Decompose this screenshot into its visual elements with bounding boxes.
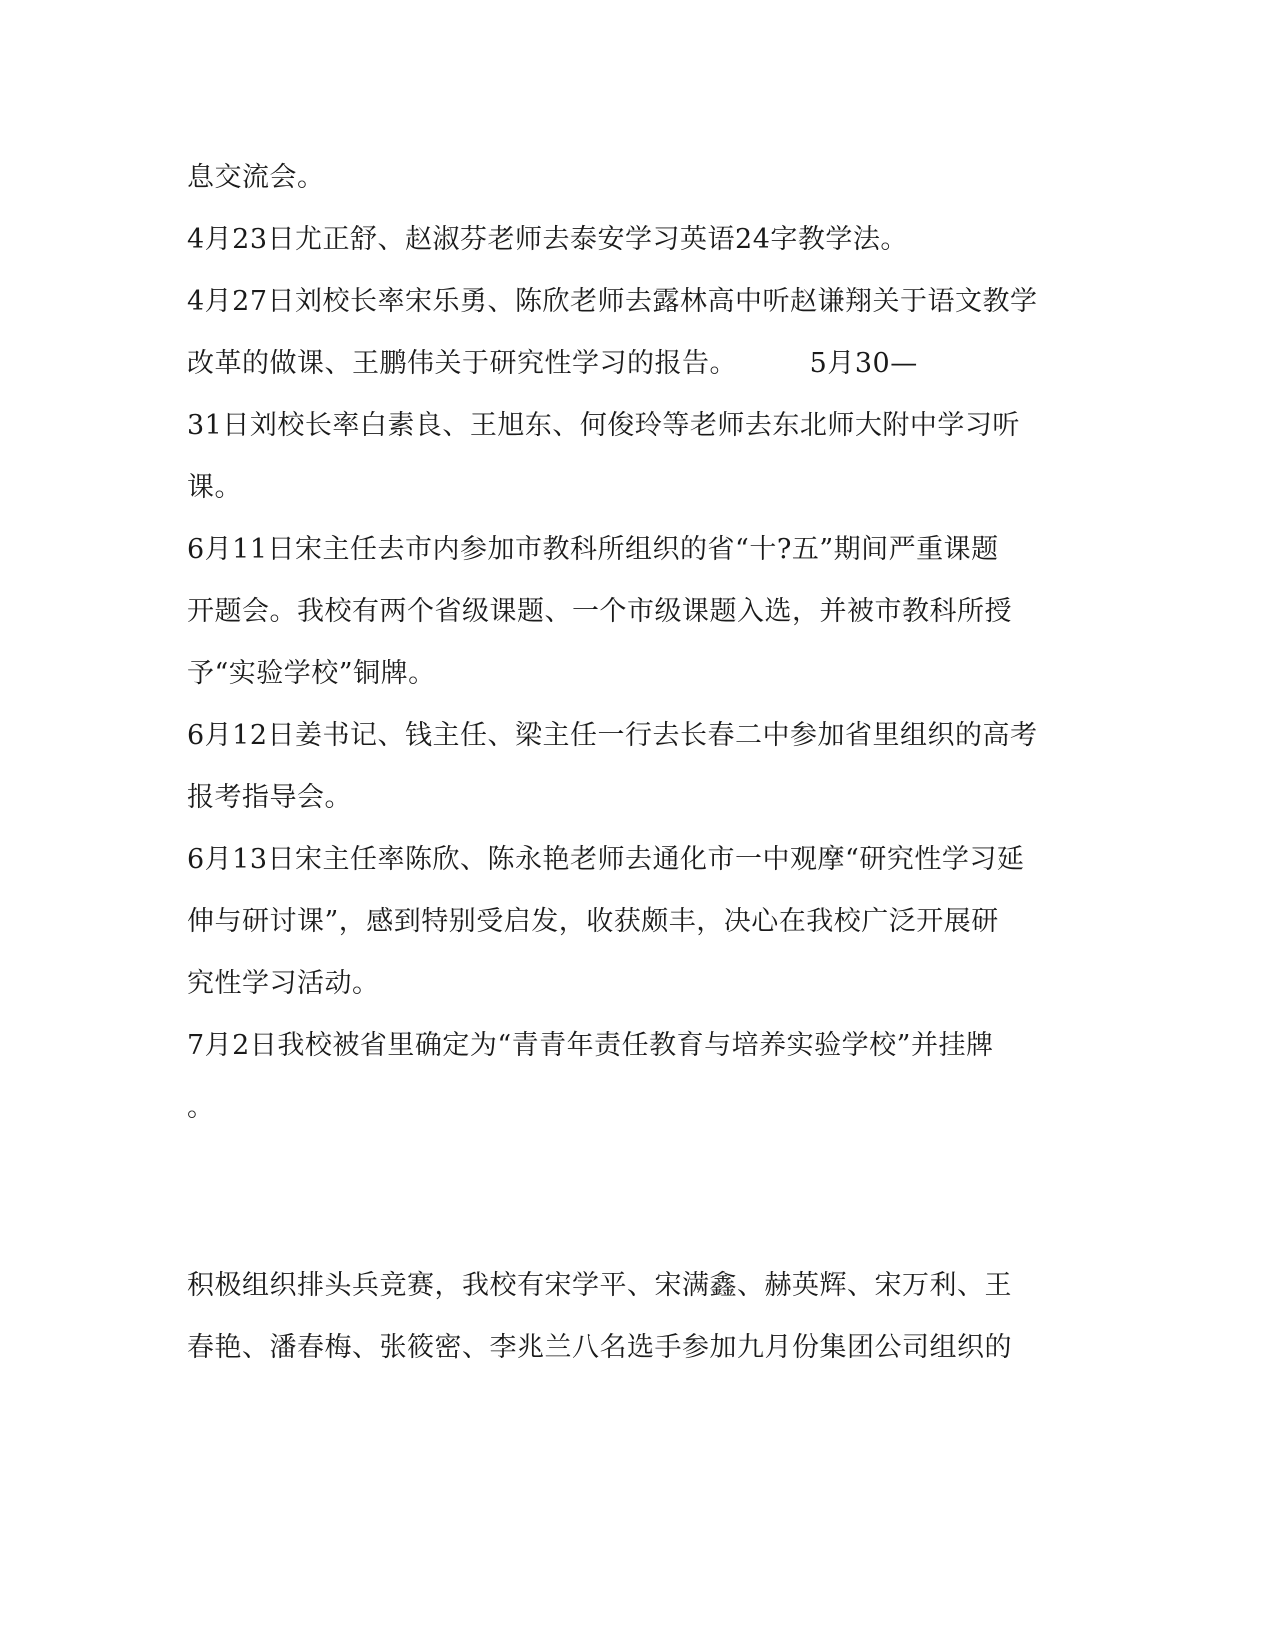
text-line: 。 [187, 1092, 215, 1123]
text-line: 积极组织排头兵竞赛，我校有宋学平、宋满鑫、赫英辉、宋万利、王 [187, 1270, 1012, 1301]
text-line: 伸与研讨课”，感到特别受启发，收获颇丰，决心在我校广泛开展研 [187, 906, 999, 937]
text-line: 开题会。我校有两个省级课题、一个市级课题入选，并被市教科所授 [187, 596, 1012, 627]
text-line: 究性学习活动。 [187, 968, 380, 999]
text-line: 予“实验学校”铜牌。 [187, 658, 436, 689]
text-line: 息交流会。 [187, 162, 325, 193]
text-line: 6月12日姜书记、钱主任、梁主任一行去长春二中参加省里组织的高考 [187, 720, 1038, 751]
text-line: 31日刘校长率白素良、王旭东、何俊玲等老师去东北师大附中学习听 [187, 410, 1020, 441]
text-line: 4月23日尤正舒、赵淑芬老师去泰安学习英语24字教学法。 [187, 224, 908, 255]
text-line: 课。 [187, 472, 242, 503]
text-line: 6月11日宋主任去市内参加市教科所组织的省“十?五”期间严重课题 [187, 534, 999, 565]
text-line: 春艳、潘春梅、张筱密、李兆兰八名选手参加九月份集团公司组织的 [187, 1332, 1012, 1363]
text-line: 7月2日我校被省里确定为“青青年责任教育与培养实验学校”并挂牌 [187, 1030, 994, 1061]
text-line: 4月27日刘校长率宋乐勇、陈欣老师去露林高中听赵谦翔关于语文教学 [187, 286, 1038, 317]
text-line: 6月13日宋主任率陈欣、陈永艳老师去通化市一中观摩“研究性学习延 [187, 844, 1025, 875]
text-line: 报考指导会。 [187, 782, 352, 813]
text-line: 改革的做课、王鹏伟关于研究性学习的报告。 5月30— [187, 348, 918, 379]
